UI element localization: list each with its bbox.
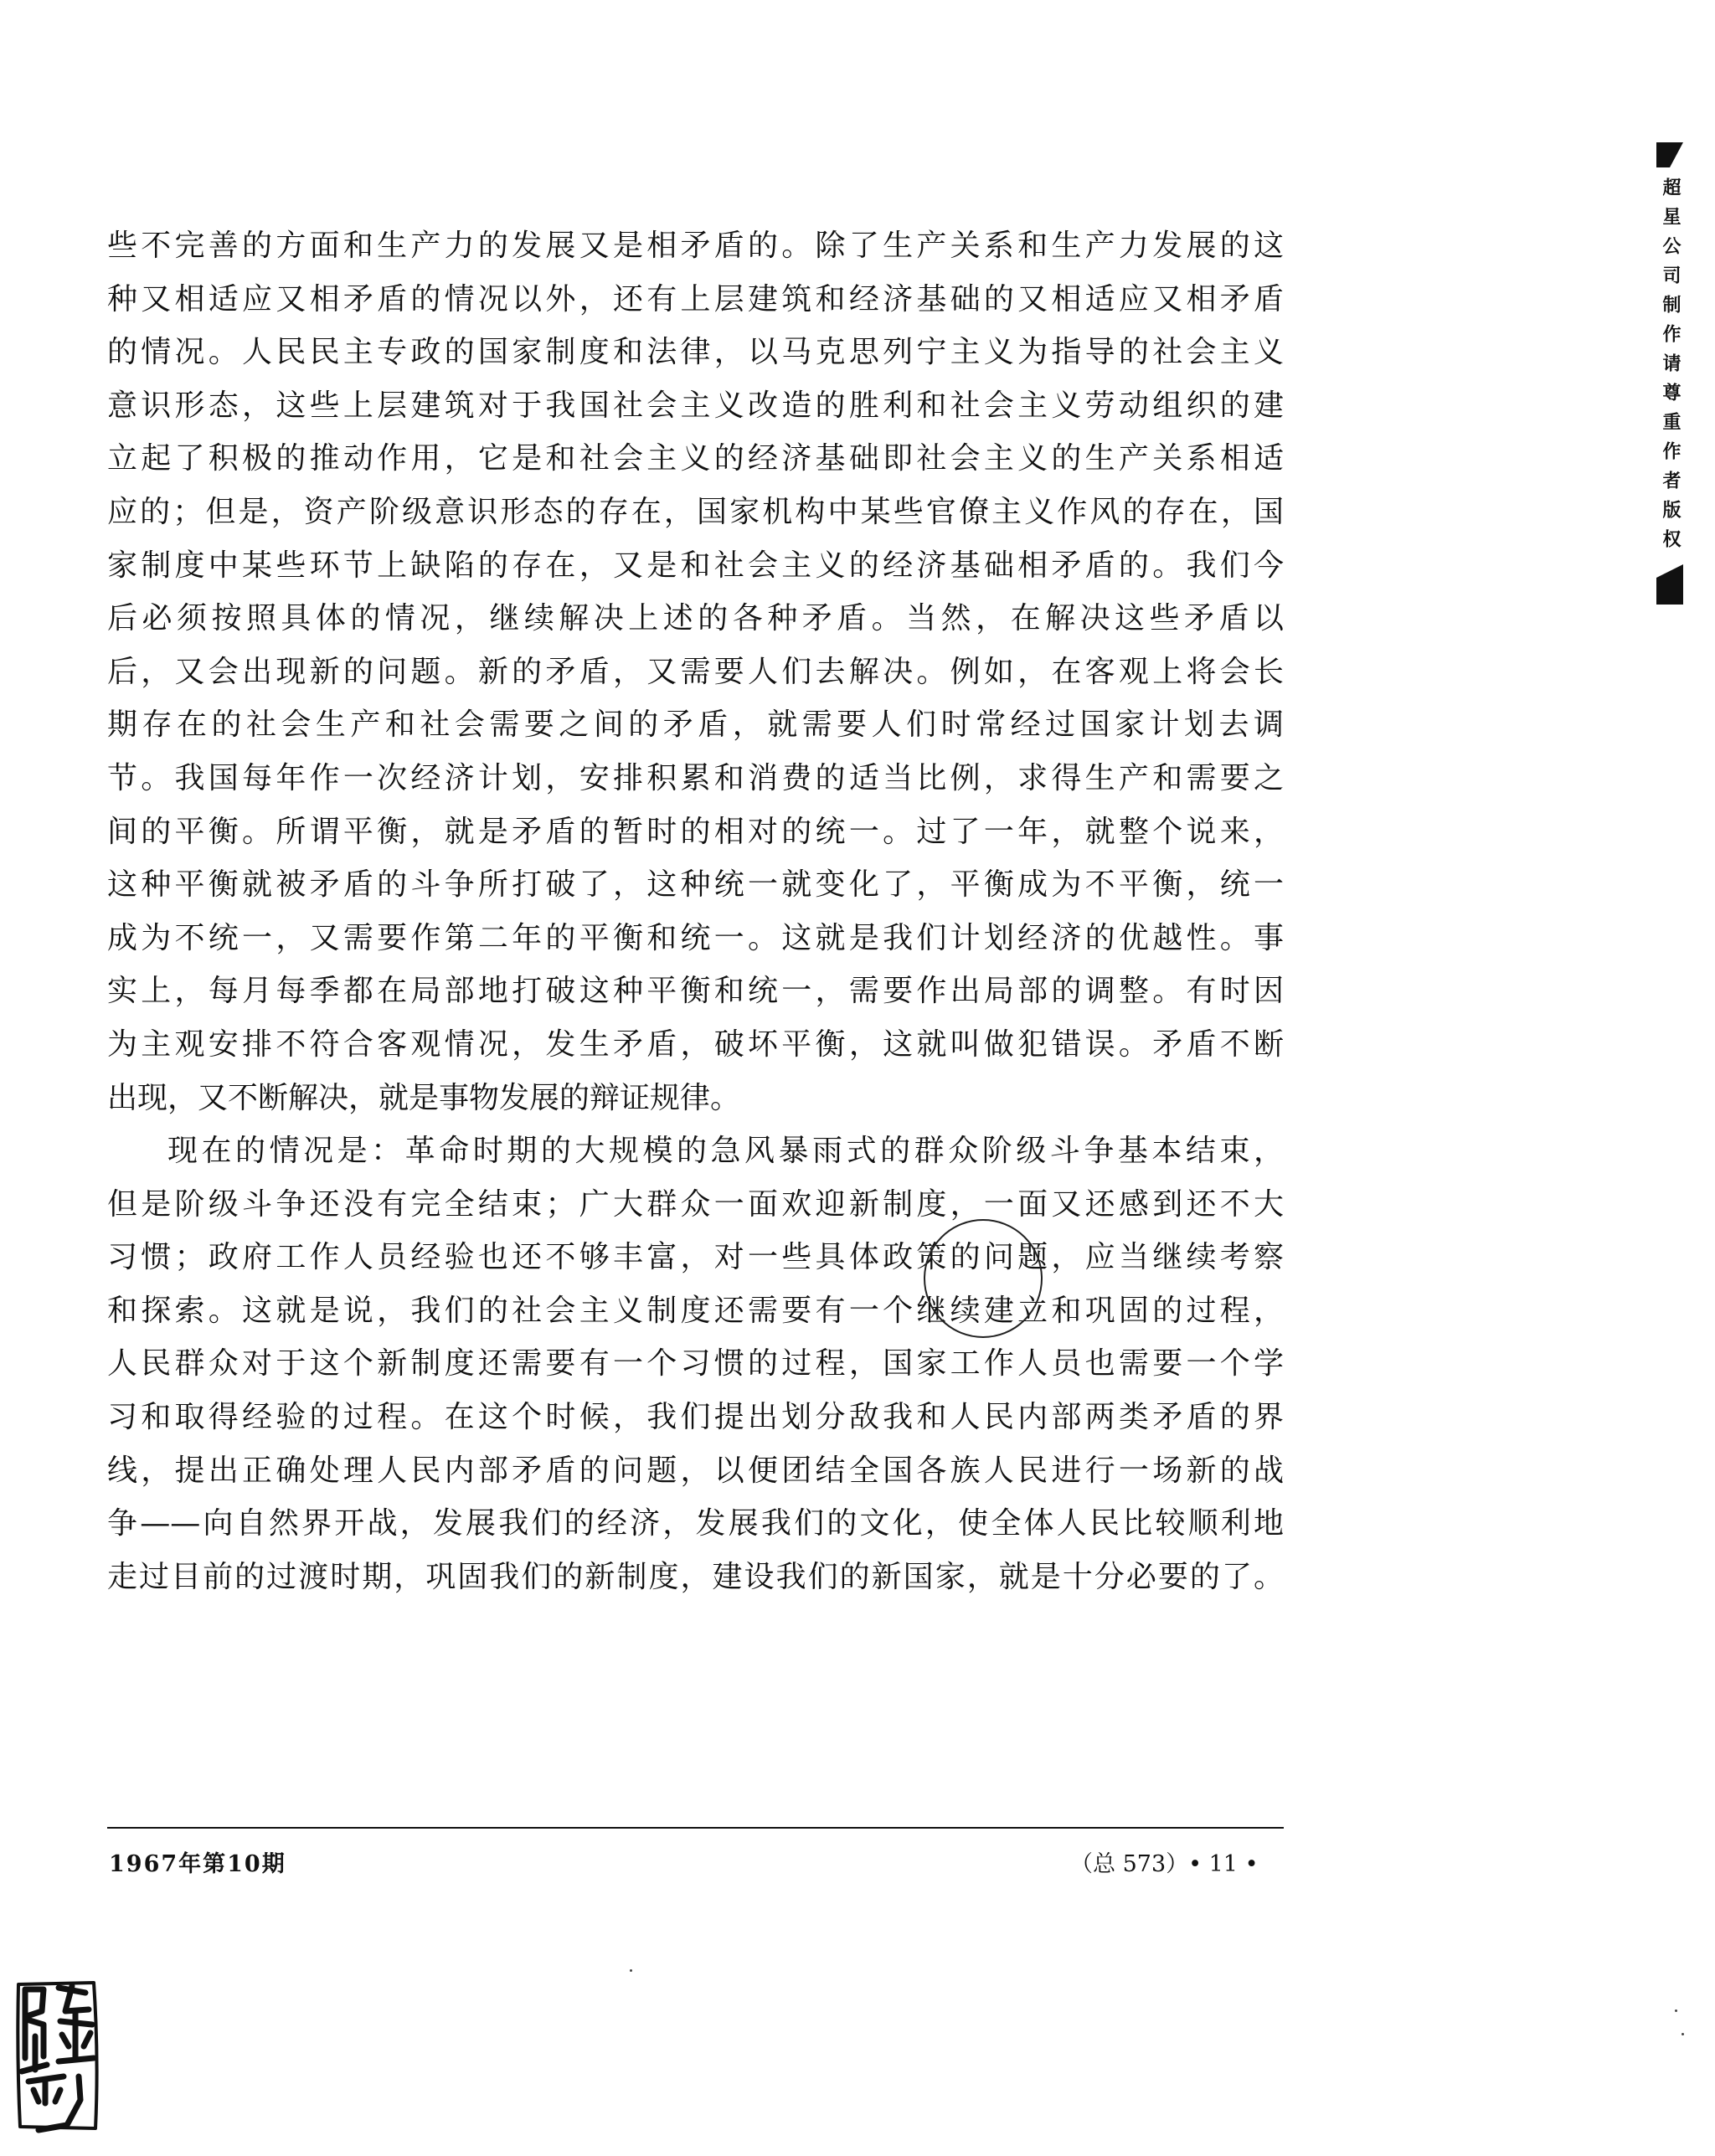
text-line: 但是阶级斗争还没有完全结束；广大群众一面欢迎新制度，一面又还感到还不大 bbox=[107, 1186, 1284, 1222]
paragraph-end-line: 出现，又不断解决，就是事物发展的辩证规律。 bbox=[107, 1080, 741, 1115]
banner-bottom-arrow-icon bbox=[1656, 578, 1683, 605]
text-line: 间的平衡。所谓平衡，就是矛盾的暂时的相对的统一。过了一年，就整个说来， bbox=[107, 814, 1284, 849]
banner-top-arrow-icon bbox=[1656, 142, 1670, 167]
scan-speck bbox=[630, 1969, 632, 1972]
text-line: 意识形态，这些上层建筑对于我国社会主义改造的胜利和社会主义劳动组织的建 bbox=[107, 388, 1284, 423]
text-line: 后必须按照具体的情况，继续解决上述的各种矛盾。当然，在解决这些矛盾以 bbox=[107, 601, 1284, 636]
text-line: 走过目前的过渡时期，巩固我们的新制度，建设我们的新国家，就是十分必要的了。 bbox=[107, 1559, 1284, 1594]
text-line: 家制度中某些环节上缺陷的存在，又是和社会主义的经济基础相矛盾的。我们今 bbox=[107, 548, 1284, 583]
text-line: 实上，每月每季都在局部地打破这种平衡和统一，需要作出局部的调整。有时因 bbox=[107, 974, 1284, 1009]
copyright-banner bbox=[1655, 142, 1687, 607]
text-line: 些不完善的方面和生产力的发展又是相矛盾的。除了生产关系和生产力发展的这 bbox=[107, 229, 1284, 263]
issue-label: 1967年第10期 bbox=[109, 1851, 286, 1877]
circle-mark-icon bbox=[924, 1219, 1043, 1338]
text-line: 线，提出正确处理人民内部矛盾的问题，以便团结全国各族人民进行一场新的战 bbox=[107, 1453, 1284, 1488]
text-line: 习和取得经验的过程。在这个时候，我们提出划分敌我和人民内部两类矛盾的界 bbox=[107, 1400, 1284, 1435]
scan-speck bbox=[1675, 2009, 1677, 2012]
text-line: 期存在的社会生产和社会需要之间的矛盾，就需要人们时常经过国家计划去调 bbox=[107, 708, 1284, 743]
seal-stamp-icon bbox=[13, 1978, 100, 2135]
text-line: 争——向自然界开战，发展我们的经济，发展我们的文化，使全体人民比较顺利地 bbox=[107, 1506, 1284, 1541]
article-body bbox=[107, 219, 1284, 1603]
text-line: 习惯；政府工作人员经验也还不够丰富，对一些具体政策的问题，应当继续考察 bbox=[107, 1240, 1284, 1275]
text-line: 立起了积极的推动作用，它是和社会主义的经济基础即社会主义的生产关系相适 bbox=[107, 441, 1284, 476]
text-line: 节。我国每年作一次经济计划，安排积累和消费的适当比例，求得生产和需要之 bbox=[107, 760, 1284, 795]
scan-speck bbox=[1682, 2033, 1684, 2035]
text-line: 后，又会出现新的问题。新的矛盾，又需要人们去解决。例如，在客观上将会长 bbox=[107, 654, 1284, 689]
text-line: 为主观安排不符合客观情况，发生矛盾，破坏平衡，这就叫做犯错误。矛盾不断 bbox=[107, 1027, 1284, 1062]
paragraph-first-line: 现在的情况是：革命时期的大规模的急风暴雨式的群众阶级斗争基本结束， bbox=[167, 1134, 1284, 1169]
text-line: 的情况。人民民主专政的国家制度和法律，以马克思列宁主义为指导的社会主义 bbox=[107, 335, 1284, 370]
text-line: 人民群众对于这个新制度还需要有一个习惯的过程，国家工作人员也需要一个学 bbox=[107, 1346, 1284, 1382]
footer-rule bbox=[107, 1827, 1284, 1829]
text-line: 和探索。这就是说，我们的社会主义制度还需要有一个继续建立和巩固的过程， bbox=[107, 1293, 1284, 1328]
text-line: 种又相适应又相矛盾的情况以外，还有上层建筑和经济基础的又相适应又相矛盾 bbox=[107, 281, 1284, 316]
page-number: （总 573）• 11 • bbox=[1070, 1851, 1259, 1877]
text-line: 这种平衡就被矛盾的斗争所打破了，这种统一就变化了，平衡成为不平衡，统一 bbox=[107, 867, 1284, 903]
copyright-text: 超星公司制作请尊重作者版权 bbox=[1660, 178, 1681, 558]
text-line: 应的；但是，资产阶级意识形态的存在，国家机构中某些官僚主义作风的存在，国 bbox=[107, 494, 1284, 529]
text-line: 成为不统一，又需要作第二年的平衡和统一。这就是我们计划经济的优越性。事 bbox=[107, 920, 1284, 955]
